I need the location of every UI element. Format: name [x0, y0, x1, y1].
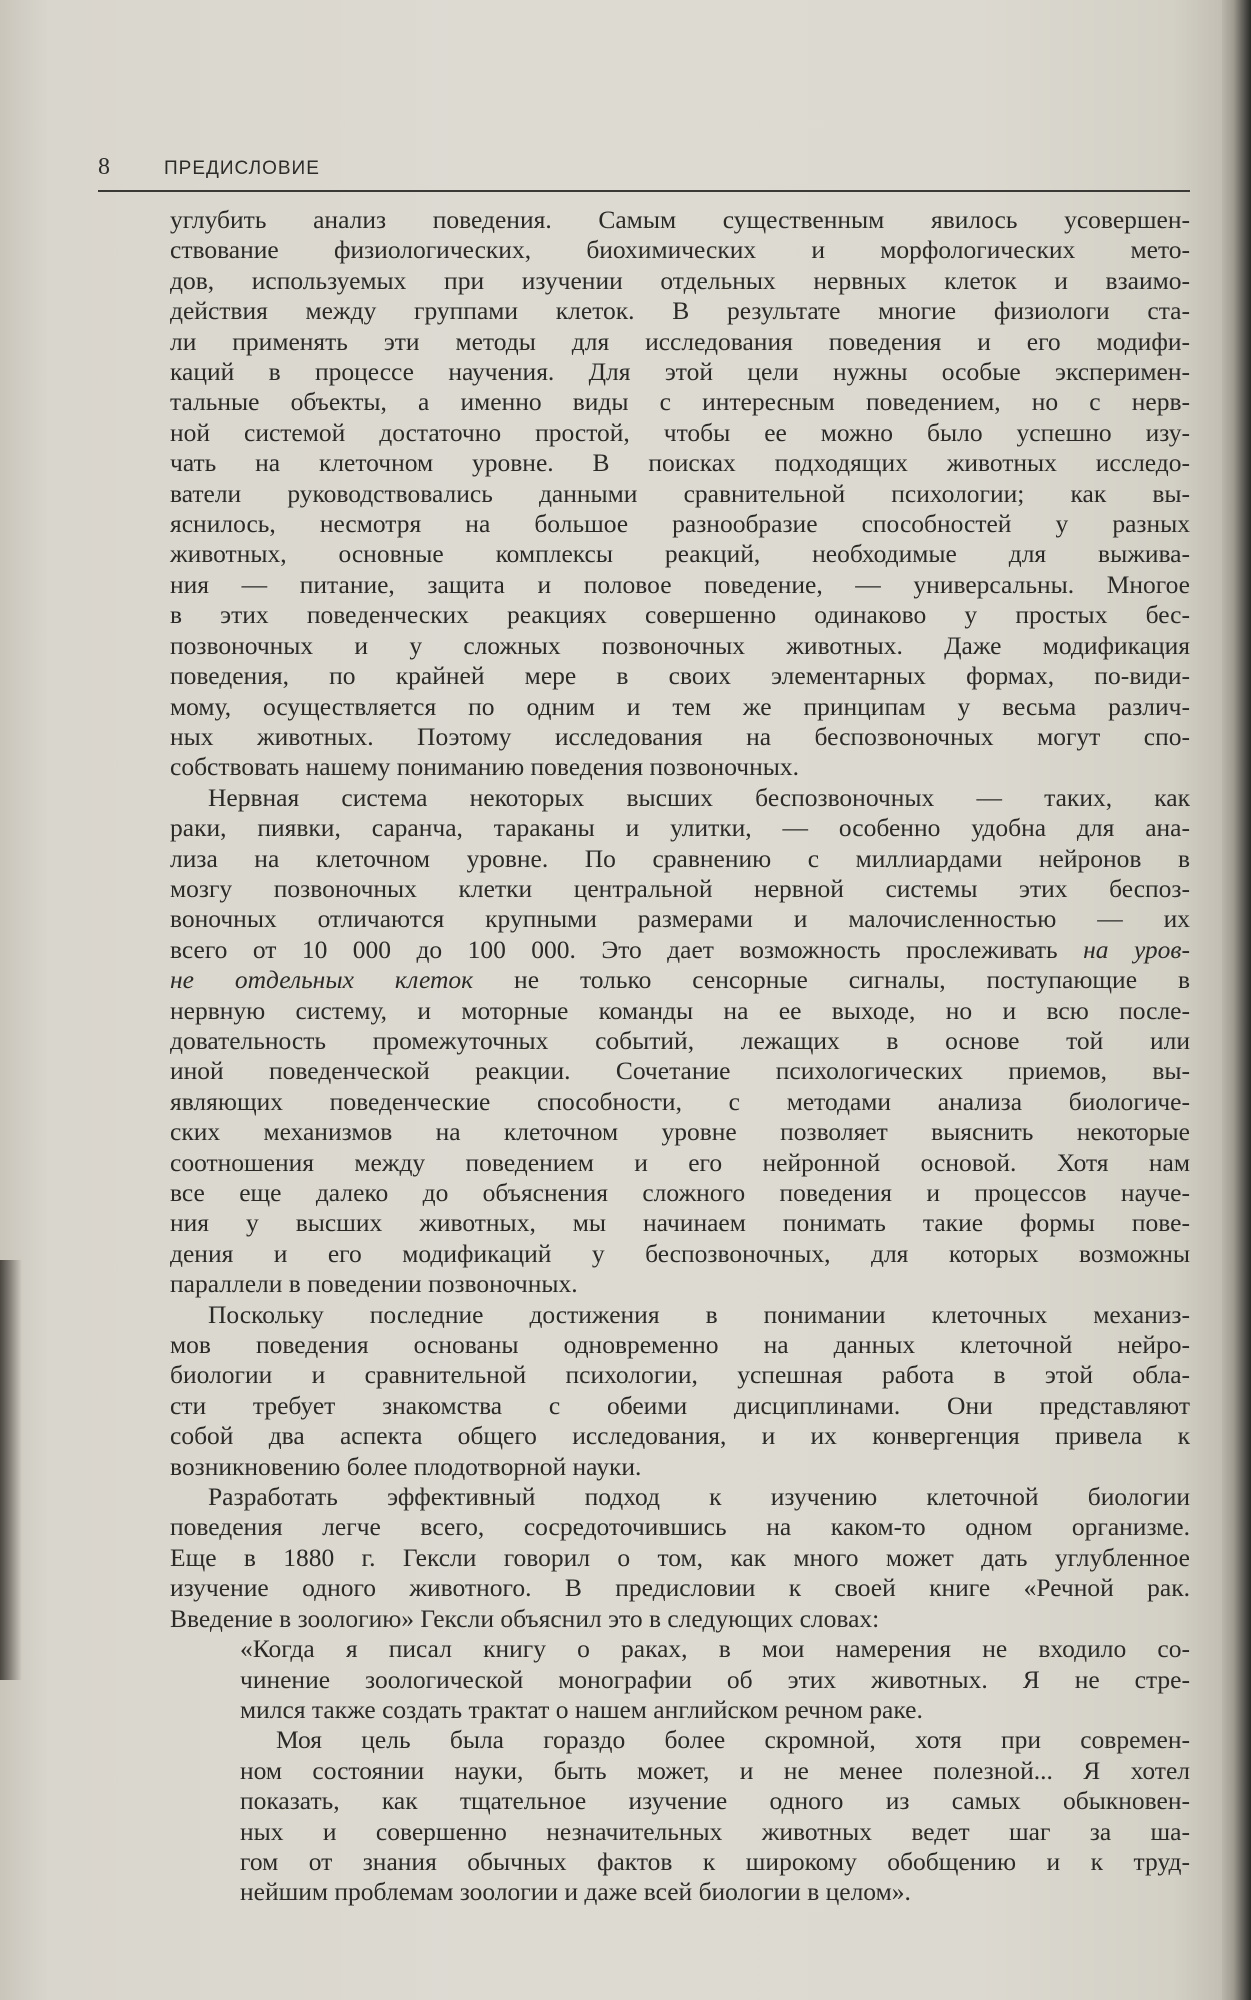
text-line: возникновению более плодотворной науки. [170, 1451, 642, 1481]
text-line: поведения, по крайней мере в своих элементарных формах, по-види- [170, 661, 1190, 691]
text-line: изучение одного животного. В предисловии к своей книге «Речной рак. [170, 1573, 1190, 1603]
body-text [170, 205, 1190, 1908]
text-line: иной поведенческой реакции. Сочетание психологических приемов, вы- [170, 1056, 1190, 1086]
text-line: чать на клеточном уровне. В поисках подходящих животных исследо- [170, 448, 1190, 478]
paragraphs [170, 205, 1190, 1634]
text-line: ном состоянии науки, быть может, и не менее полезной... Я хотел [240, 1755, 1190, 1785]
text-line: поведения легче всего, сосредоточившись на каком-то одном организме. [170, 1512, 1190, 1542]
text-line: углубить анализ поведения. Самым существенным явилось усовершен- [170, 205, 1190, 234]
quote-paragraph [240, 1634, 1190, 1725]
text-line: дов, используемых при изучении отдельных нервных клеток и взаимо- [170, 265, 1190, 295]
text-line: мому, осуществляется по одним и тем же принципам у весьма различ- [170, 691, 1190, 721]
text-line: мов поведения основаны одновременно на данных клеточной нейро- [170, 1330, 1190, 1360]
text-line: собствовать нашему пониманию поведения позвоночных. [170, 752, 800, 782]
paragraphs-paragraph [170, 1300, 1190, 1482]
page-number: 8 [98, 154, 110, 180]
text-line: позвоночных и у сложных позвоночных животных. Даже модификация [170, 630, 1190, 660]
section-title: ПРЕДИСЛОВИЕ [164, 158, 320, 179]
text-line: в этих поведенческих реакциях совершенно одинаково у простых бес- [170, 600, 1190, 630]
text-line: Поскольку последние достижения в понимании клеточных механиз- [208, 1299, 1190, 1329]
text-line: действия между группами клеток. В результате многие физиологи ста- [170, 296, 1190, 326]
text-line: Моя цель была гораздо более скромной, хотя при современ- [276, 1725, 1190, 1755]
text-line: все еще далеко до объяснения сложного поведения и процессов науче- [170, 1178, 1190, 1207]
text-line: довательность промежуточных событий, лежащих в основе той или [170, 1025, 1190, 1055]
running-head [98, 150, 1190, 192]
text-line: ствование физиологических, биохимических и морфологических мето- [170, 235, 1190, 265]
text-line: Нервная система некоторых высших беспозвоночных — таких, как [208, 782, 1190, 812]
text-line: нейшим проблемам зоологии и даже всей биологии в целом». [240, 1877, 911, 1907]
text-line: соотношения между поведением и его нейронной основой. Хотя нам [170, 1147, 1190, 1177]
text-line: воночных отличаются крупными размерами и малочисленностью — их [170, 904, 1190, 934]
text-line: ских механизмов на клеточном уровне позволяет выяснить некоторые [170, 1117, 1190, 1147]
text-line: нервную систему, и моторные команды на ее выходе, но и всю после- [170, 995, 1190, 1025]
text-line: чинение зоологической монографии об этих животных. Я не стре- [240, 1664, 1190, 1694]
text-line: мозгу позвоночных клетки центральной нервной системы этих беспоз- [170, 873, 1190, 903]
quote-paragraph [240, 1725, 1190, 1907]
paragraphs-paragraph [170, 1482, 1190, 1634]
page-edge [1222, 0, 1251, 2000]
text-line: не отдельных клеток не только сенсорные сигналы, поступающие в [170, 965, 1190, 995]
text-line: параллели в поведении позвоночных. [170, 1269, 578, 1299]
text-line: сти требует знакомства с обеими дисциплинами. Они представляют [170, 1390, 1190, 1420]
paragraphs-paragraph [170, 205, 1190, 783]
text-line: ли применять эти методы для исследования поведения и его модифи- [170, 326, 1190, 356]
text-line: животных, основные комплексы реакций, необходимые для выжива- [170, 539, 1190, 569]
text-line: ной системой достаточно простой, чтобы ее можно было успешно изу- [170, 417, 1190, 447]
text-line: дения и его модификаций у беспозвоночных, для которых возможны [170, 1238, 1190, 1268]
text-line: являющих поведенческие способности, с методами анализа биологиче- [170, 1086, 1190, 1116]
text-line: собой два аспекта общего исследования, и их конвергенция привела к [170, 1421, 1190, 1451]
paragraphs-paragraph [170, 783, 1190, 1300]
text-line: каций в процессе научения. Для этой цели нужны особые эксперимен- [170, 357, 1190, 387]
text-line: биологии и сравнительной психологии, успешная работа в этой обла- [170, 1360, 1190, 1390]
text-line: яснилось, несмотря на большое разнообразие способностей у разных [170, 509, 1190, 539]
text-line: всего от 10 000 до 100 000. Это дает возможность прослеживать на уров- [170, 934, 1190, 964]
text-line: гом от знания обычных фактов к широкому обобщению и к труд- [240, 1846, 1190, 1876]
text-line: Еще в 1880 г. Гексли говорил о том, как много может дать углубленное [170, 1542, 1190, 1572]
text-line: «Когда я писал книгу о раках, в мои намерения не входило со- [240, 1634, 1190, 1664]
text-line: ватели руководствовались данными сравнительной психологии; как вы- [170, 478, 1190, 508]
text-line: раки, пиявки, саранча, тараканы и улитки, — особенно удобна для ана- [170, 813, 1190, 843]
text-line: показать, как тщательное изучение одного из самых обыкновен- [240, 1786, 1190, 1816]
text-line: Разработать эффективный подход к изучению клеточной биологии [208, 1482, 1190, 1512]
text-line: тальные объекты, а именно виды с интересным поведением, но с нерв- [170, 387, 1190, 417]
text-line: ных животных. Поэтому исследования на беспозвоночных могут спо- [170, 721, 1190, 751]
text-line: лиза на клеточном уровне. По сравнению с миллиардами нейронов в [170, 843, 1190, 873]
text-line: ния у высших животных, мы начинаем понимать такие формы пове- [170, 1208, 1190, 1238]
text-line: мился также создать трактат о нашем английском речном раке. [240, 1694, 923, 1724]
text-line: Введение в зоологию» Гексли объяснил это в следующих словах: [170, 1603, 880, 1633]
text-line: ных и совершенно незначительных животных ведет шаг за ша- [240, 1816, 1190, 1846]
text-line: ния — питание, защита и половое поведение, — универсальны. Многое [170, 569, 1190, 599]
huxley-quote [240, 1634, 1190, 1908]
spine-shadow [0, 1260, 22, 1680]
